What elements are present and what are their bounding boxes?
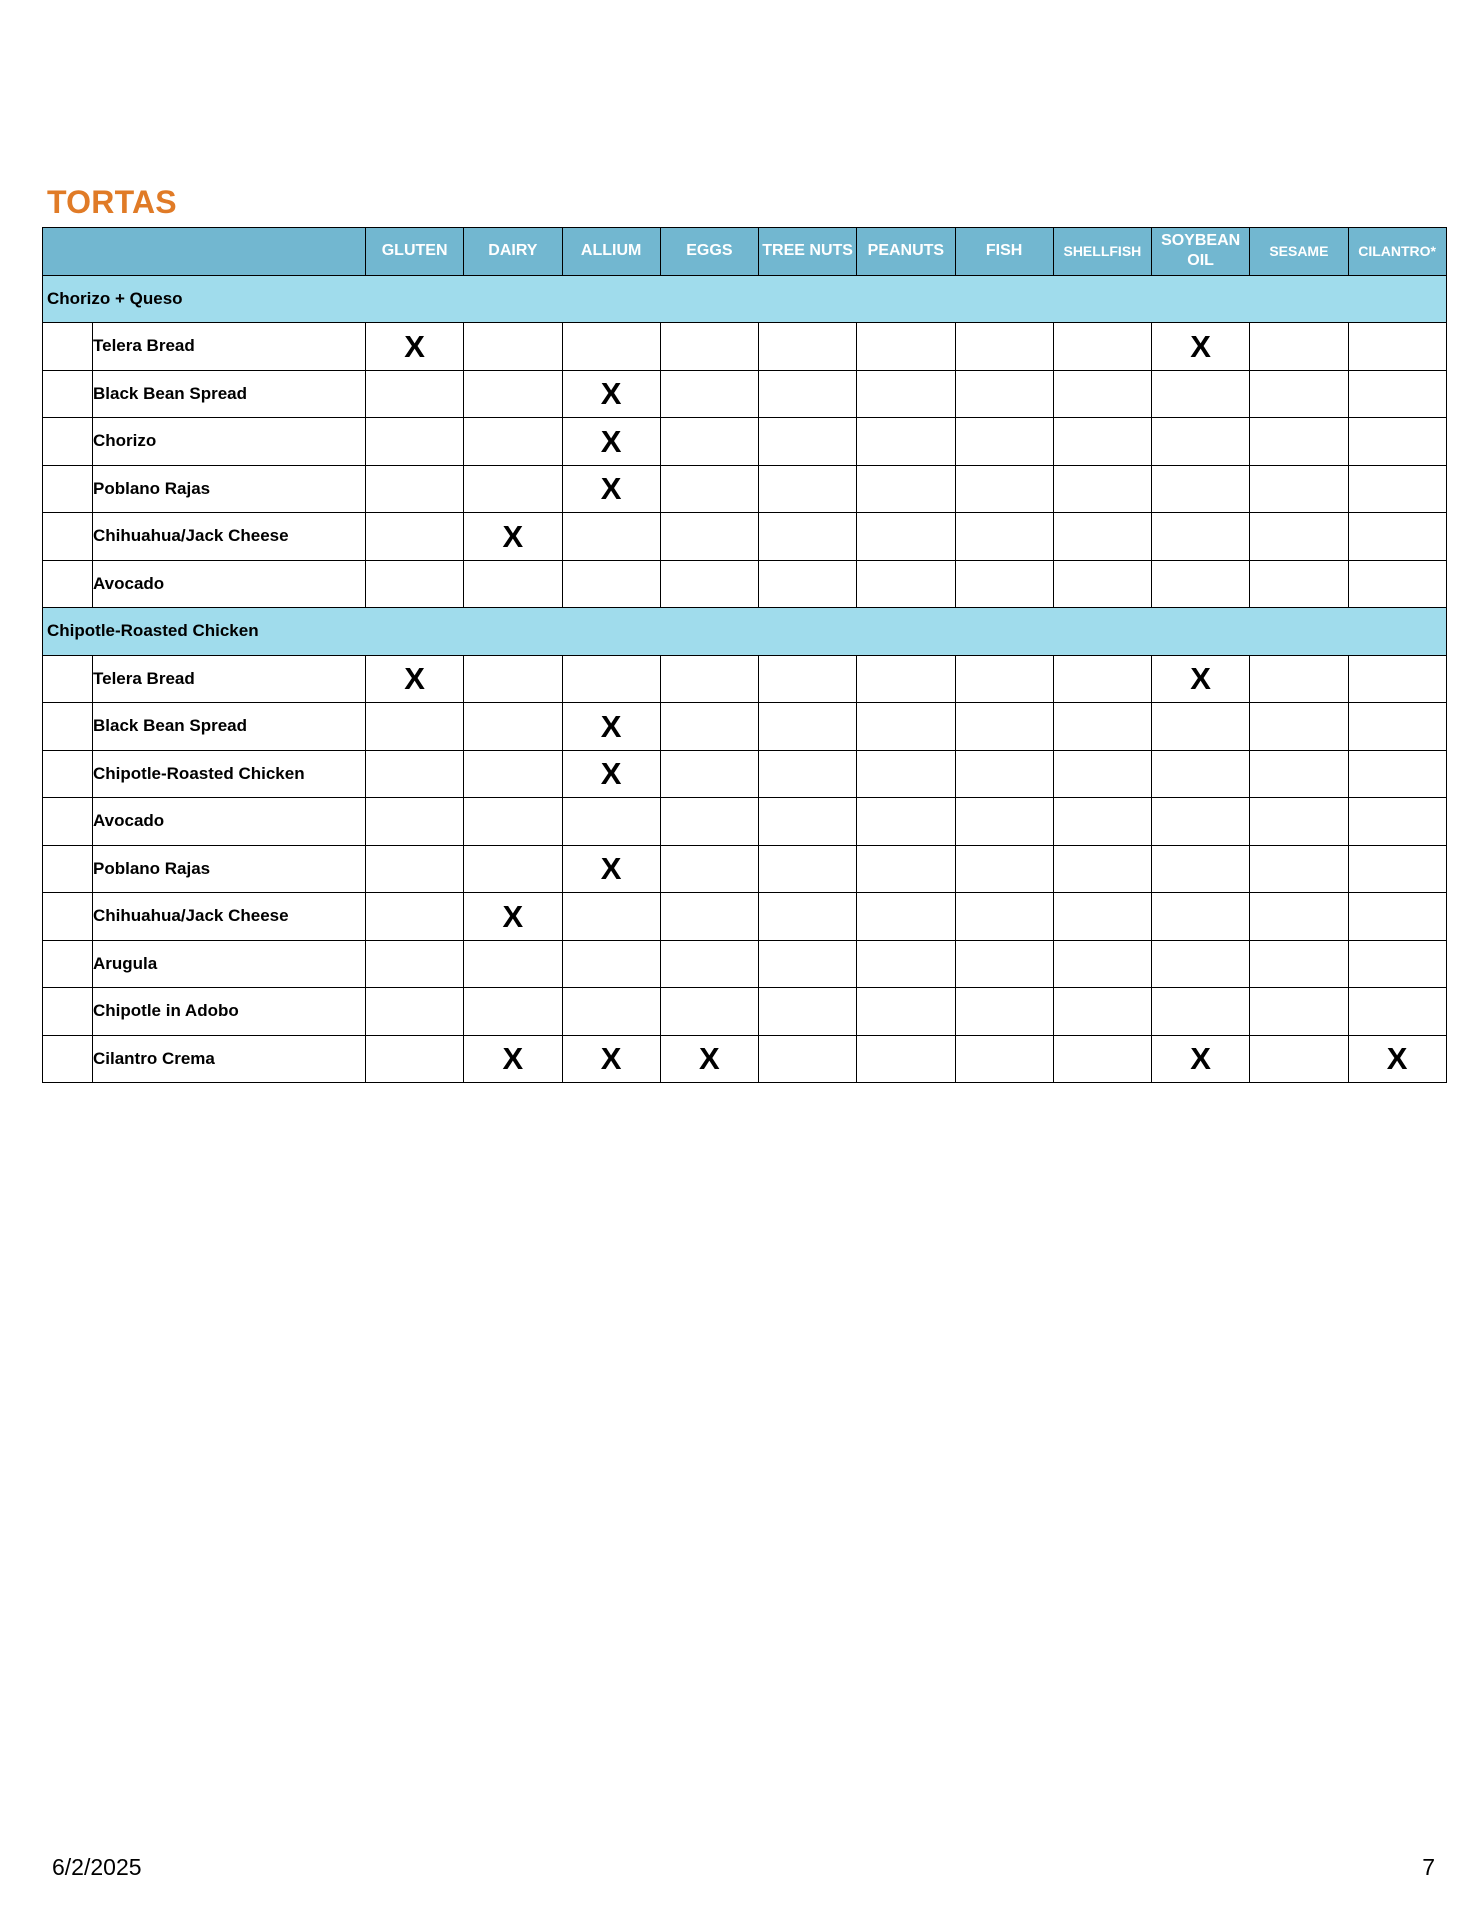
allergen-cell-shellfish bbox=[1053, 560, 1151, 608]
allergen-cell-sesame bbox=[1250, 560, 1348, 608]
allergen-cell-tree-nuts bbox=[759, 655, 857, 703]
indent-cell bbox=[43, 560, 93, 608]
allergen-mark: X bbox=[600, 471, 622, 507]
allergen-mark: X bbox=[699, 1041, 720, 1077]
table-row bbox=[43, 418, 1447, 466]
allergen-cell-gluten bbox=[366, 513, 464, 561]
allergen-cell-peanuts bbox=[857, 513, 955, 561]
allergen-cell-cilantro bbox=[1348, 560, 1446, 608]
allergen-cell-allium bbox=[562, 845, 660, 893]
ingredient-name: Cilantro Crema bbox=[93, 1035, 366, 1083]
allergen-cell-peanuts bbox=[857, 465, 955, 513]
allergen-cell-gluten bbox=[366, 750, 464, 798]
allergen-cell-gluten bbox=[366, 655, 464, 703]
allergen-cell-soybean-oil bbox=[1152, 703, 1250, 751]
indent-cell bbox=[43, 418, 93, 466]
allergen-cell-gluten bbox=[366, 370, 464, 418]
allergen-cell-fish bbox=[955, 750, 1053, 798]
allergen-cell-eggs bbox=[660, 940, 758, 988]
allergen-cell-eggs bbox=[660, 323, 758, 371]
allergen-cell-tree-nuts bbox=[759, 323, 857, 371]
column-header-tree-nuts: TREE NUTS bbox=[759, 228, 857, 276]
allergen-mark: X bbox=[1190, 1041, 1211, 1077]
allergen-mark: X bbox=[404, 661, 425, 697]
ingredient-name: Arugula bbox=[93, 940, 366, 988]
allergen-cell-tree-nuts bbox=[759, 798, 857, 846]
ingredient-name: Telera Bread bbox=[93, 655, 366, 703]
ingredient-name: Black Bean Spread bbox=[93, 703, 366, 751]
allergen-cell-allium bbox=[562, 560, 660, 608]
allergen-cell-peanuts bbox=[857, 988, 955, 1036]
allergen-cell-dairy bbox=[464, 703, 562, 751]
allergen-cell-eggs bbox=[660, 560, 758, 608]
allergen-cell-eggs bbox=[660, 370, 758, 418]
column-header-fish: FISH bbox=[955, 228, 1053, 276]
group-name: Chorizo + Queso bbox=[43, 275, 1447, 323]
allergen-cell-gluten bbox=[366, 845, 464, 893]
allergen-cell-dairy bbox=[464, 750, 562, 798]
allergen-cell-fish bbox=[955, 1035, 1053, 1083]
ingredient-name: Poblano Rajas bbox=[93, 845, 366, 893]
allergen-cell-eggs bbox=[660, 845, 758, 893]
table-row bbox=[43, 1035, 1447, 1083]
allergen-mark: X bbox=[404, 328, 425, 364]
allergen-mark: X bbox=[1190, 328, 1211, 364]
allergen-cell-allium bbox=[562, 513, 660, 561]
allergen-cell-soybean-oil bbox=[1152, 1035, 1250, 1083]
allergen-cell-fish bbox=[955, 418, 1053, 466]
allergen-cell-fish bbox=[955, 845, 1053, 893]
allergen-cell-peanuts bbox=[857, 893, 955, 941]
allergen-cell-allium bbox=[562, 703, 660, 751]
allergen-cell-cilantro bbox=[1348, 940, 1446, 988]
indent-cell bbox=[43, 703, 93, 751]
allergen-cell-soybean-oil bbox=[1152, 893, 1250, 941]
allergen-mark: X bbox=[600, 376, 622, 412]
group-name: Chipotle-Roasted Chicken bbox=[43, 608, 1447, 656]
allergen-cell-soybean-oil bbox=[1152, 655, 1250, 703]
allergen-cell-allium bbox=[562, 465, 660, 513]
allergen-cell-tree-nuts bbox=[759, 703, 857, 751]
allergen-cell-soybean-oil bbox=[1152, 465, 1250, 513]
ingredient-name: Avocado bbox=[93, 798, 366, 846]
allergen-cell-fish bbox=[955, 513, 1053, 561]
allergen-cell-sesame bbox=[1250, 988, 1348, 1036]
allergen-cell-cilantro bbox=[1348, 655, 1446, 703]
allergen-cell-peanuts bbox=[857, 655, 955, 703]
allergen-mark: X bbox=[502, 518, 524, 554]
allergen-cell-dairy bbox=[464, 370, 562, 418]
table-row bbox=[43, 560, 1447, 608]
indent-cell bbox=[43, 845, 93, 893]
allergen-cell-soybean-oil bbox=[1152, 845, 1250, 893]
allergen-cell-soybean-oil bbox=[1152, 418, 1250, 466]
allergen-cell-gluten bbox=[366, 418, 464, 466]
allergen-cell-gluten bbox=[366, 323, 464, 371]
allergen-cell-eggs bbox=[660, 798, 758, 846]
allergen-cell-fish bbox=[955, 560, 1053, 608]
indent-cell bbox=[43, 370, 93, 418]
allergen-cell-soybean-oil bbox=[1152, 560, 1250, 608]
indent-cell bbox=[43, 513, 93, 561]
allergen-cell-shellfish bbox=[1053, 845, 1151, 893]
allergen-cell-sesame bbox=[1250, 655, 1348, 703]
table-row bbox=[43, 798, 1447, 846]
allergen-cell-shellfish bbox=[1053, 465, 1151, 513]
ingredient-name: Chipotle in Adobo bbox=[93, 988, 366, 1036]
allergen-cell-peanuts bbox=[857, 323, 955, 371]
allergen-cell-shellfish bbox=[1053, 988, 1151, 1036]
allergen-cell-sesame bbox=[1250, 940, 1348, 988]
column-header-dairy: DAIRY bbox=[464, 228, 562, 276]
allergen-cell-fish bbox=[955, 655, 1053, 703]
allergen-cell-dairy bbox=[464, 465, 562, 513]
allergen-cell-dairy bbox=[464, 418, 562, 466]
allergen-cell-tree-nuts bbox=[759, 560, 857, 608]
indent-cell bbox=[43, 465, 93, 513]
table-row bbox=[43, 893, 1447, 941]
allergen-cell-allium bbox=[562, 750, 660, 798]
allergen-cell-allium bbox=[562, 893, 660, 941]
allergen-cell-cilantro bbox=[1348, 513, 1446, 561]
allergen-cell-tree-nuts bbox=[759, 418, 857, 466]
allergen-cell-shellfish bbox=[1053, 798, 1151, 846]
allergen-mark: X bbox=[600, 708, 622, 744]
indent-cell bbox=[43, 655, 93, 703]
allergen-cell-dairy bbox=[464, 323, 562, 371]
indent-cell bbox=[43, 988, 93, 1036]
allergen-cell-cilantro bbox=[1348, 845, 1446, 893]
allergen-cell-sesame bbox=[1250, 798, 1348, 846]
allergen-cell-allium bbox=[562, 370, 660, 418]
ingredient-name: Telera Bread bbox=[93, 323, 366, 371]
allergen-cell-peanuts bbox=[857, 1035, 955, 1083]
ingredient-name: Poblano Rajas bbox=[93, 465, 366, 513]
allergen-cell-allium bbox=[562, 418, 660, 466]
allergen-cell-allium bbox=[562, 988, 660, 1036]
allergen-cell-shellfish bbox=[1053, 655, 1151, 703]
allergen-mark: X bbox=[502, 898, 524, 934]
ingredient-name: Avocado bbox=[93, 560, 366, 608]
section-title: TORTAS bbox=[47, 184, 177, 220]
allergen-cell-gluten bbox=[366, 988, 464, 1036]
allergen-cell-peanuts bbox=[857, 370, 955, 418]
allergen-mark: X bbox=[600, 851, 622, 887]
allergen-cell-peanuts bbox=[857, 845, 955, 893]
allergen-cell-cilantro bbox=[1348, 703, 1446, 751]
allergen-cell-gluten bbox=[366, 893, 464, 941]
allergen-cell-peanuts bbox=[857, 560, 955, 608]
allergen-cell-allium bbox=[562, 798, 660, 846]
allergen-cell-fish bbox=[955, 940, 1053, 988]
column-header-gluten: GLUTEN bbox=[366, 228, 464, 276]
allergen-cell-tree-nuts bbox=[759, 513, 857, 561]
allergen-cell-dairy bbox=[464, 560, 562, 608]
table-row bbox=[43, 988, 1447, 1036]
allergen-cell-gluten bbox=[366, 1035, 464, 1083]
allergen-cell-gluten bbox=[366, 703, 464, 751]
allergen-cell-tree-nuts bbox=[759, 465, 857, 513]
column-header-shellfish: SHELLFISH bbox=[1053, 228, 1151, 276]
allergen-cell-dairy bbox=[464, 893, 562, 941]
allergen-cell-fish bbox=[955, 323, 1053, 371]
allergen-cell-shellfish bbox=[1053, 418, 1151, 466]
allergen-cell-tree-nuts bbox=[759, 988, 857, 1036]
column-header-sesame: SESAME bbox=[1250, 228, 1348, 276]
allergen-cell-sesame bbox=[1250, 418, 1348, 466]
allergen-cell-dairy bbox=[464, 513, 562, 561]
ingredient-name: Chipotle-Roasted Chicken bbox=[93, 750, 366, 798]
ingredient-name: Chihuahua/Jack Cheese bbox=[93, 513, 366, 561]
table-row bbox=[43, 750, 1447, 798]
allergen-cell-fish bbox=[955, 988, 1053, 1036]
allergen-cell-shellfish bbox=[1053, 370, 1151, 418]
ingredient-name: Black Bean Spread bbox=[93, 370, 366, 418]
column-header-peanuts: PEANUTS bbox=[857, 228, 955, 276]
allergen-cell-cilantro bbox=[1348, 988, 1446, 1036]
allergen-mark: X bbox=[600, 1041, 622, 1077]
allergen-cell-eggs bbox=[660, 703, 758, 751]
footer-date: 6/2/2025 bbox=[52, 1854, 142, 1880]
allergen-cell-sesame bbox=[1250, 845, 1348, 893]
allergen-cell-gluten bbox=[366, 560, 464, 608]
allergen-cell-gluten bbox=[366, 940, 464, 988]
indent-cell bbox=[43, 893, 93, 941]
indent-cell bbox=[43, 323, 93, 371]
allergen-cell-shellfish bbox=[1053, 893, 1151, 941]
allergen-cell-cilantro bbox=[1348, 798, 1446, 846]
table-row bbox=[43, 703, 1447, 751]
allergen-cell-eggs bbox=[660, 513, 758, 561]
table-row bbox=[43, 845, 1447, 893]
allergen-cell-allium bbox=[562, 940, 660, 988]
allergen-cell-eggs bbox=[660, 655, 758, 703]
allergen-cell-dairy bbox=[464, 845, 562, 893]
allergen-cell-sesame bbox=[1250, 1035, 1348, 1083]
allergen-cell-dairy bbox=[464, 655, 562, 703]
table-row bbox=[43, 513, 1447, 561]
allergen-cell-shellfish bbox=[1053, 1035, 1151, 1083]
allergen-cell-sesame bbox=[1250, 465, 1348, 513]
allergen-mark: X bbox=[600, 756, 622, 792]
table-header bbox=[43, 228, 1447, 276]
allergen-cell-shellfish bbox=[1053, 940, 1151, 988]
ingredient-name: Chorizo bbox=[93, 418, 366, 466]
allergen-cell-dairy bbox=[464, 1035, 562, 1083]
indent-cell bbox=[43, 940, 93, 988]
table-row bbox=[43, 940, 1447, 988]
allergen-cell-tree-nuts bbox=[759, 1035, 857, 1083]
column-header-cilantro: CILANTRO* bbox=[1348, 228, 1446, 276]
allergen-cell-sesame bbox=[1250, 703, 1348, 751]
column-header-eggs: EGGS bbox=[660, 228, 758, 276]
allergen-cell-gluten bbox=[366, 465, 464, 513]
allergen-cell-cilantro bbox=[1348, 465, 1446, 513]
indent-cell bbox=[43, 798, 93, 846]
allergen-cell-soybean-oil bbox=[1152, 940, 1250, 988]
allergen-cell-cilantro bbox=[1348, 1035, 1446, 1083]
allergen-cell-cilantro bbox=[1348, 893, 1446, 941]
allergen-cell-tree-nuts bbox=[759, 845, 857, 893]
allergen-cell-sesame bbox=[1250, 513, 1348, 561]
allergen-mark: X bbox=[1190, 661, 1211, 697]
table-row bbox=[43, 370, 1447, 418]
indent-cell bbox=[43, 750, 93, 798]
allergen-cell-tree-nuts bbox=[759, 750, 857, 798]
allergen-cell-eggs bbox=[660, 893, 758, 941]
allergen-cell-tree-nuts bbox=[759, 370, 857, 418]
allergen-mark: X bbox=[1386, 1041, 1408, 1077]
allergen-cell-peanuts bbox=[857, 418, 955, 466]
header-row bbox=[43, 228, 1447, 276]
allergen-cell-fish bbox=[955, 893, 1053, 941]
allergen-cell-cilantro bbox=[1348, 750, 1446, 798]
allergen-cell-shellfish bbox=[1053, 703, 1151, 751]
allergen-mark: X bbox=[502, 1041, 524, 1077]
allergen-cell-cilantro bbox=[1348, 418, 1446, 466]
page-number: 7 bbox=[1422, 1854, 1435, 1880]
allergen-cell-eggs bbox=[660, 988, 758, 1036]
allergen-cell-fish bbox=[955, 465, 1053, 513]
indent-cell bbox=[43, 1035, 93, 1083]
allergen-cell-gluten bbox=[366, 798, 464, 846]
allergen-cell-eggs bbox=[660, 418, 758, 466]
allergen-cell-tree-nuts bbox=[759, 893, 857, 941]
allergen-cell-peanuts bbox=[857, 750, 955, 798]
column-header-soybean-oil: SOYBEAN OIL bbox=[1152, 228, 1250, 276]
allergen-cell-shellfish bbox=[1053, 323, 1151, 371]
group-row-chipotle-roasted-chicken bbox=[43, 608, 1447, 656]
allergen-cell-fish bbox=[955, 798, 1053, 846]
allergen-cell-allium bbox=[562, 655, 660, 703]
allergen-cell-tree-nuts bbox=[759, 940, 857, 988]
allergen-cell-eggs bbox=[660, 750, 758, 798]
allergen-table bbox=[42, 227, 1447, 1083]
allergen-cell-soybean-oil bbox=[1152, 750, 1250, 798]
allergen-cell-peanuts bbox=[857, 940, 955, 988]
table-row bbox=[43, 323, 1447, 371]
allergen-cell-peanuts bbox=[857, 703, 955, 751]
allergen-cell-soybean-oil bbox=[1152, 988, 1250, 1036]
table-row bbox=[43, 655, 1447, 703]
allergen-mark: X bbox=[600, 423, 622, 459]
allergen-cell-soybean-oil bbox=[1152, 370, 1250, 418]
ingredient-name: Chihuahua/Jack Cheese bbox=[93, 893, 366, 941]
allergen-cell-fish bbox=[955, 703, 1053, 751]
table-body bbox=[43, 275, 1447, 1083]
allergen-cell-cilantro bbox=[1348, 370, 1446, 418]
allergen-cell-sesame bbox=[1250, 323, 1348, 371]
allergen-cell-dairy bbox=[464, 940, 562, 988]
allergen-cell-soybean-oil bbox=[1152, 513, 1250, 561]
allergen-cell-soybean-oil bbox=[1152, 798, 1250, 846]
allergen-cell-allium bbox=[562, 1035, 660, 1083]
allergen-cell-dairy bbox=[464, 988, 562, 1036]
allergen-cell-sesame bbox=[1250, 893, 1348, 941]
table-row bbox=[43, 465, 1447, 513]
allergen-cell-fish bbox=[955, 370, 1053, 418]
group-row-chorizo-queso bbox=[43, 275, 1447, 323]
allergen-cell-shellfish bbox=[1053, 750, 1151, 798]
allergen-cell-sesame bbox=[1250, 370, 1348, 418]
allergen-cell-soybean-oil bbox=[1152, 323, 1250, 371]
allergen-cell-shellfish bbox=[1053, 513, 1151, 561]
header-blank-cell bbox=[43, 228, 366, 276]
allergen-cell-eggs bbox=[660, 1035, 758, 1083]
allergen-cell-dairy bbox=[464, 798, 562, 846]
allergen-cell-peanuts bbox=[857, 798, 955, 846]
allergen-cell-eggs bbox=[660, 465, 758, 513]
allergen-cell-allium bbox=[562, 323, 660, 371]
allergen-cell-cilantro bbox=[1348, 323, 1446, 371]
column-header-allium: ALLIUM bbox=[562, 228, 660, 276]
allergen-cell-sesame bbox=[1250, 750, 1348, 798]
